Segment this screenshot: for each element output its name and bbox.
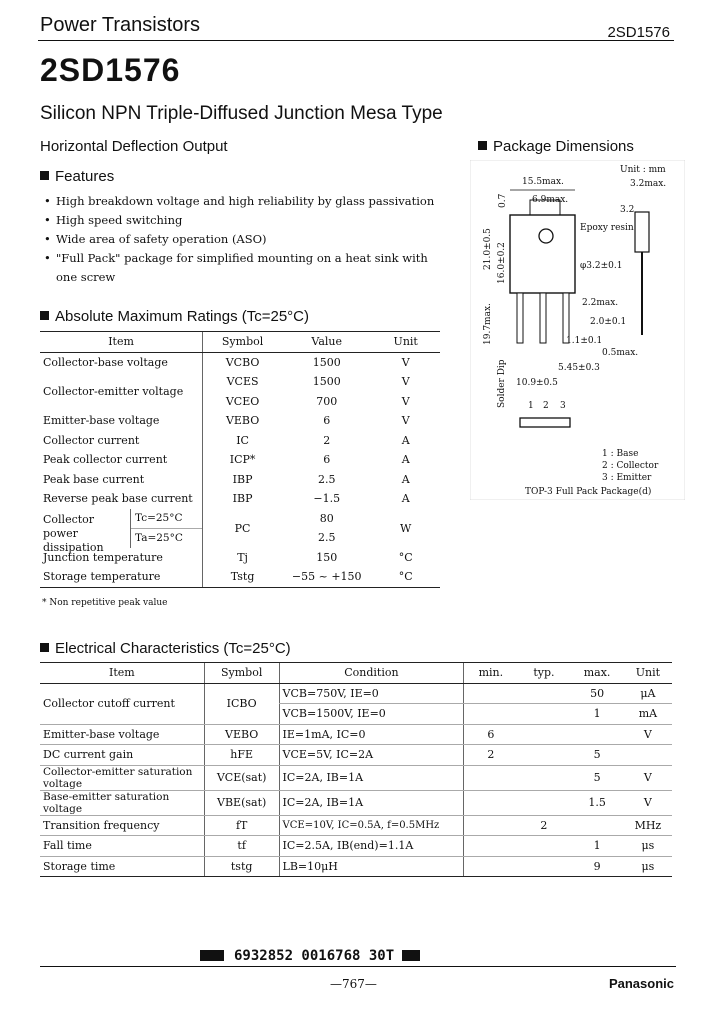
col-header: max. xyxy=(570,663,623,684)
cell-unit: V xyxy=(401,355,410,369)
cell-value: 1500 xyxy=(312,375,341,389)
table-row xyxy=(40,450,440,470)
cell-item xyxy=(40,509,203,554)
legend-line: 1 : Base xyxy=(602,449,639,459)
cell-max: 9 xyxy=(570,856,623,877)
table-row xyxy=(40,411,440,431)
barcode-code: 6932852 0016768 30T xyxy=(200,948,420,964)
cell-item: Base-emitter saturation voltage xyxy=(40,790,204,815)
cell-value: −55 ~ +150 xyxy=(282,567,371,587)
cell-condition: VCB=750V, IE=0 xyxy=(279,683,464,704)
bullet-square-icon xyxy=(40,171,49,180)
cell-unit: μs xyxy=(624,856,672,877)
cell-max xyxy=(570,815,623,836)
cell-symbol: fT xyxy=(204,815,279,836)
cell-unit: MHz xyxy=(624,815,672,836)
feature-item: • High breakdown voltage and high reliability by glass passivation xyxy=(42,192,442,211)
legend-line: 2 : Collector xyxy=(602,461,659,471)
cell-min xyxy=(464,836,518,857)
cell-item: Collector current xyxy=(43,433,140,447)
cell-unit: A xyxy=(401,453,410,467)
col-header: typ. xyxy=(517,663,570,684)
cell-typ xyxy=(517,836,570,857)
pin-width-dim: 2.2max. xyxy=(582,298,619,308)
cell-unit: μs xyxy=(624,836,672,857)
col-header: min. xyxy=(464,663,518,684)
cell-min xyxy=(464,765,518,790)
cell-unit: mA xyxy=(624,704,672,725)
cell-unit: V xyxy=(401,394,410,408)
package-caption: TOP-3 Full Pack Package(d) xyxy=(525,487,652,497)
table-row xyxy=(40,431,440,451)
header-part-number: 2SD1576 xyxy=(607,24,670,41)
cell-unit: V xyxy=(624,724,672,745)
features-list xyxy=(42,192,442,287)
cell-item: Transition frequency xyxy=(40,815,204,836)
cell-item: Junction temperature xyxy=(43,550,163,564)
cell-typ xyxy=(517,704,570,725)
cell-item: Peak base current xyxy=(43,472,145,486)
cell-value: −1.5 xyxy=(313,492,341,506)
table-row xyxy=(40,509,440,529)
lead-width-dim: 1.1±0.1 xyxy=(566,336,603,346)
table-row xyxy=(40,836,672,857)
cell-symbol: VCBO xyxy=(203,352,282,372)
dim-height-2: 16.0±0.2 xyxy=(497,242,507,284)
col-header: Unit xyxy=(371,332,440,353)
cell-max: 1 xyxy=(570,704,623,725)
cell-value: 1500 xyxy=(312,355,341,369)
col-header: Item xyxy=(40,332,203,353)
col-header: Value xyxy=(282,332,371,353)
table-row xyxy=(40,765,672,790)
cell-condition: VCE=10V, IC=0.5A, f=0.5MHz xyxy=(279,815,464,836)
cell-typ xyxy=(517,724,570,745)
table-header-row xyxy=(40,663,672,684)
cell-symbol: VEBO xyxy=(204,724,279,745)
package-drawing xyxy=(470,160,685,500)
dim-height-3: 19.7max. xyxy=(483,303,493,345)
power-item-label: Collector power dissipation xyxy=(43,512,104,554)
cell-value: 6 xyxy=(323,453,331,467)
col-header: Symbol xyxy=(203,332,282,353)
cell-value: 150 xyxy=(316,550,338,564)
cell-item: Storage temperature xyxy=(40,567,203,587)
cell-min xyxy=(464,815,518,836)
part-subtitle: Silicon NPN Triple-Diffused Junction Mesa Type xyxy=(40,103,443,124)
hole-dimension: φ3.2±0.1 xyxy=(580,261,623,271)
cell-symbol: tstg xyxy=(204,856,279,877)
cell-unit xyxy=(624,745,672,766)
package-side-view xyxy=(635,212,649,252)
cell-item: Reverse peak base current xyxy=(43,492,193,506)
cell-typ xyxy=(517,790,570,815)
part-title: 2SD1576 xyxy=(40,52,181,88)
lead-2 xyxy=(540,293,546,343)
table-row xyxy=(40,856,672,877)
cell-value: 80 xyxy=(319,511,334,525)
feature-item: • Wide area of safety operation (ASO) xyxy=(42,230,442,249)
cell-typ: 2 xyxy=(517,815,570,836)
pitch-dim: 5.45±0.3 xyxy=(558,363,600,373)
cell-condition: VCB=1500V, IE=0 xyxy=(279,704,464,725)
cell-condition: IC=2.5A, IB(end)=1.1A xyxy=(279,836,464,857)
cell-item: Emitter-base voltage xyxy=(40,724,204,745)
power-cond: Tc=25°C xyxy=(131,509,202,529)
cell-min xyxy=(464,704,518,725)
dim-height-1: 21.0±0.5 xyxy=(483,228,493,270)
cell-value: 2.5 xyxy=(317,531,336,545)
cell-value: 700 xyxy=(316,394,338,408)
cell-symbol: IBP xyxy=(203,470,282,490)
cell-symbol: hFE xyxy=(204,745,279,766)
table-row xyxy=(40,567,440,587)
amr-footnote: * Non repetitive peak value xyxy=(42,598,168,608)
cell-unit: V xyxy=(401,375,410,389)
amr-table xyxy=(40,331,440,588)
cell-symbol: IC xyxy=(203,431,282,451)
barcode-block-right xyxy=(402,950,420,961)
feature-item: • High speed switching xyxy=(42,211,442,230)
cell-condition: IC=2A, IB=1A xyxy=(279,790,464,815)
cell-symbol: VBE(sat) xyxy=(204,790,279,815)
table-row xyxy=(40,548,440,568)
lead-1 xyxy=(517,293,523,343)
cell-typ xyxy=(517,765,570,790)
cell-value: 2 xyxy=(323,433,331,447)
legend-line: 3 : Emitter xyxy=(602,473,652,483)
cell-typ xyxy=(517,745,570,766)
cell-condition: IC=2A, IB=1A xyxy=(279,765,464,790)
package-heading: Package Dimensions xyxy=(478,138,634,155)
pin-number: 1 xyxy=(528,401,534,411)
cell-min xyxy=(464,856,518,877)
cell-unit: °C xyxy=(371,567,440,587)
table-row xyxy=(40,470,440,490)
table-header-row xyxy=(40,332,440,353)
cell-symbol: IBP xyxy=(203,489,282,509)
package-body xyxy=(510,215,575,293)
table-row xyxy=(40,724,672,745)
table-row xyxy=(40,352,440,372)
ec-table xyxy=(40,662,672,877)
amr-heading: Absolute Maximum Ratings (Tc=25°C) xyxy=(40,308,309,325)
dim-inner-width: 6.9max. xyxy=(532,195,569,205)
pin-number: 3 xyxy=(560,401,566,411)
power-cond: Ta=25°C xyxy=(135,531,183,544)
document-category: Power Transistors xyxy=(40,14,201,36)
cell-item: Collector-base voltage xyxy=(43,355,168,369)
cell-unit: A xyxy=(401,433,410,447)
cell-condition: LB=10μH xyxy=(279,856,464,877)
footer-rule xyxy=(40,966,676,967)
cell-typ xyxy=(517,856,570,877)
cell-item: Fall time xyxy=(40,836,204,857)
cell-item: Peak collector current xyxy=(43,453,168,467)
table-row xyxy=(40,372,440,392)
page-number: —767— xyxy=(330,977,377,991)
bullet-square-icon xyxy=(478,141,487,150)
cell-item: Collector cutoff current xyxy=(40,683,204,724)
lead-length-dim: 2.0±0.1 xyxy=(590,317,627,327)
cell-value: 2.5 xyxy=(317,472,336,486)
feature-item: • "Full Pack" package for simplified mounting on a heat sink with one screw xyxy=(42,249,442,287)
cell-symbol: VEBO xyxy=(203,411,282,431)
cell-item: Collector-emitter voltage xyxy=(43,385,184,398)
lead-thickness-dim: 0.5max. xyxy=(602,348,639,358)
cell-max: 1 xyxy=(570,836,623,857)
cell-symbol: Tj xyxy=(203,548,282,568)
col-header: Unit xyxy=(624,663,672,684)
table-row xyxy=(40,745,672,766)
cell-item: Storage time xyxy=(40,856,204,877)
pin-number: 2 xyxy=(543,401,549,411)
cell-min xyxy=(464,683,518,704)
cell-value: 6 xyxy=(323,414,331,428)
dim-width-max: 15.5max. xyxy=(522,177,564,187)
cell-unit: °C xyxy=(398,550,413,564)
thickness-dim: 3.2max. xyxy=(630,179,667,189)
cell-symbol: ICBO xyxy=(204,683,279,724)
mounting-hole xyxy=(539,229,553,243)
table-row xyxy=(40,683,672,704)
cell-max: 1.5 xyxy=(570,790,623,815)
cell-symbol: VCES xyxy=(203,372,282,392)
ec-heading: Electrical Characteristics (Tc=25°C) xyxy=(40,640,291,657)
cell-symbol: PC xyxy=(203,509,282,548)
cell-condition: IE=1mA, IC=0 xyxy=(279,724,464,745)
epoxy-label: Epoxy resin xyxy=(580,223,634,233)
table-row xyxy=(40,790,672,815)
package-unit-label: Unit : mm xyxy=(620,165,666,175)
cell-unit: V xyxy=(401,414,410,428)
cell-symbol: VCE(sat) xyxy=(204,765,279,790)
dim-top-height: 0.7 xyxy=(498,193,508,208)
table-row xyxy=(40,489,440,509)
cell-min: 6 xyxy=(464,724,518,745)
cell-item: Emitter-base voltage xyxy=(43,414,160,428)
cell-unit: V xyxy=(624,790,672,815)
cell-max: 5 xyxy=(570,745,623,766)
application-line: Horizontal Deflection Output xyxy=(40,138,228,155)
header-rule xyxy=(38,40,674,41)
barcode-block-left xyxy=(200,950,224,961)
cell-max: 50 xyxy=(570,683,623,704)
cell-item: Collector-emitter saturation voltage xyxy=(40,765,204,790)
col-header: Item xyxy=(40,663,204,684)
cell-unit: A xyxy=(401,472,410,486)
cell-typ xyxy=(517,683,570,704)
table-row xyxy=(40,815,672,836)
cell-min: 2 xyxy=(464,745,518,766)
cell-unit: W xyxy=(400,521,412,535)
cell-symbol: Tstg xyxy=(203,567,282,587)
side-dim: 3.2 xyxy=(620,205,635,215)
pin-footprint xyxy=(520,418,570,427)
cell-min xyxy=(464,790,518,815)
cell-max xyxy=(570,724,623,745)
cell-symbol: ICP* xyxy=(203,450,282,470)
bullet-square-icon xyxy=(40,643,49,652)
features-heading: Features xyxy=(40,168,114,185)
cell-symbol: tf xyxy=(204,836,279,857)
col-header: Condition xyxy=(279,663,464,684)
cell-condition: VCE=5V, IC=2A xyxy=(279,745,464,766)
cell-unit: V xyxy=(624,765,672,790)
brand-name: Panasonic xyxy=(608,976,674,991)
span-dim: 10.9±0.5 xyxy=(516,378,558,388)
cell-max: 5 xyxy=(570,765,623,790)
bullet-square-icon xyxy=(40,311,49,320)
cell-unit: μA xyxy=(624,683,672,704)
package-frame xyxy=(470,160,685,500)
col-header: Symbol xyxy=(204,663,279,684)
solder-label: Solder Dip xyxy=(497,359,507,408)
cell-unit: A xyxy=(401,492,410,506)
cell-item: DC current gain xyxy=(40,745,204,766)
cell-symbol: VCEO xyxy=(203,392,282,412)
